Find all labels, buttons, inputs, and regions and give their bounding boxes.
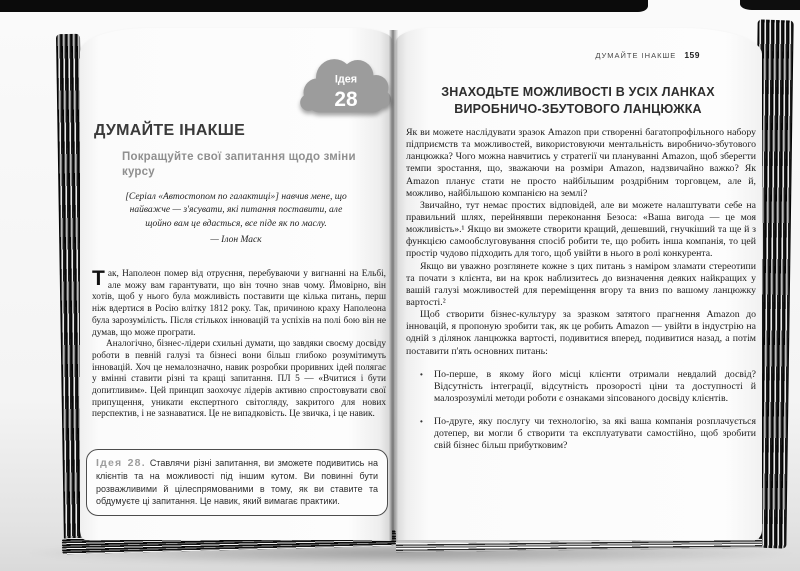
paragraph: Щоб створити бізнес-культуру за зразком затятого прагнення Amazon до інновацій, я пропоную зробити так, як це робить Amazon — увійти в індустрію на одній з ділянок ланцюжка вартості, подивитися вперед, подивитися назад, а потім поставити п'ять основних питань:	[406, 309, 756, 357]
right-page-body	[406, 127, 756, 453]
idea-summary-box	[86, 449, 388, 516]
left-page-body	[92, 269, 386, 421]
idea-box-text: Ставлячи різні запитання, ви зможете подивитись на клієнтів та на можливості під іншим кутом. Ви повинні бути розважливими й цілеспрямованими в тому, як ви ставите та обдумуєте ці запитання. Це навик, який вимагає практики.	[96, 458, 378, 507]
paragraph: Аналогічно, бізнес-лідери схильні думати, що завдяки своєму досвіду роботи в певній галузі та бізнесі вони більш глибоко розумітимуть інновацій. Хоч це немалозначно, навик розробки проривних ідей полягає у вмінні ставити різні та кращі запитання. ПЛ 5 — «Вчитися і бути допитливим». Цей принцип заохочує лідерів активно спростовувати свої припущення, уникати експертного світогляду, закритого для нових перспектив, і не зазнаватися. Це не випадковість. Це звичка, і це навик.	[92, 339, 386, 420]
backdrop-top-band	[0, 0, 648, 12]
epigraph-attribution: — Ілон Маск	[210, 234, 262, 245]
bullet-text: По-перше, в якому його місці клієнти отримали невдалий досвід? Відсутність інтеграції, відсутність прозорості ціни та доступності й малозрозумілі методи роботи є ознаками зіпсованого досвіду клієнтів.	[434, 368, 756, 404]
paragraph: Якщо ви уважно розглянете кожне з цих питань з наміром зламати стереотипи та почати з клієнта, ви на крок наблизитесь до визначення деяких найкращих у вашій галузі можливостей для переміщення вгору та вниз по вашому ланцюжку вартості.²	[406, 260, 756, 308]
bullet-text: По-друге, яку послугу чи технологію, за які ваша компанія розплачується дотепер, ви могли б створити та експлуатувати самостійно, щоб зробити свій бізнес більш прибутковим?	[434, 416, 756, 452]
paragraph-text: ак, Наполеон помер від отруєння, перебуваючи у вигнанні на Ельбі, але можу вам гарантувати, що він точно знав чому. Ймовірно, він хотів, щоб у нього була можливість поставити ще кілька питань, перш ніж вдертися в Росію влітку 1812 року. Так, причиною краху Наполеона була зарозумілість. Після стількох інновацій та успіхів на полі бою він не думав, що може програти.	[92, 269, 386, 338]
section-heading-line2: ВИРОБНИЧО-ЗБУТОВОГО ЛАНЦЮЖКА	[454, 101, 702, 116]
bullet-icon: •	[420, 369, 423, 379]
idea-badge-number: 28	[334, 87, 358, 111]
left-page	[80, 28, 392, 540]
paragraph: Звичайно, тут немає простих відповідей, але ви можете налаштувати себе на правильний шлях, перейнявши переконання Безоса: «Ваша вигода — це моя можливість».¹ Якщо ви зможете створити кращий, дешевший, гнучкіший та ще й з функцією самообслуговування спосіб робити те, що робить інша компанія, то цей простір чудово підходить для того, щоб увійти в нього в ролі конкурента.	[406, 199, 756, 260]
cloud-icon	[296, 44, 396, 126]
book-gutter-shadow	[389, 30, 398, 542]
idea-badge	[296, 44, 396, 126]
right-page	[396, 28, 762, 540]
list-item	[406, 369, 756, 405]
paragraph: Як ви можете наслідувати зразок Amazon при створенні багатопрофільного набору підприємств та можливостей, використовуючи ментальність виробничо-збутового ланцюжка? Чого можна навчитись у стратегії чи плануванні Amazon, щоб зберегти темпи зростання, що, зважаючи на розміри Amazon, надзвичайно важко? Як Amazon планує стати не просто найбільшим роздрібним торговцем, але й, можливо, найбільшою компанією на землі?	[406, 127, 756, 199]
epigraph	[120, 191, 352, 247]
idea-box-label: Ідея 28.	[96, 457, 146, 469]
paragraph	[92, 269, 386, 339]
running-header	[595, 50, 700, 60]
section-heading-line1: ЗНАХОДЬТЕ МОЖЛИВОСТІ В УСІХ ЛАНКАХ	[441, 85, 715, 99]
section-heading	[410, 84, 746, 117]
epigraph-text: [Серіал «Автостопом по галактиці»] навчив мене, що найважче — з'ясувати, які питання поставити, але щойно вам це вдасться, все піде як по маслу.	[125, 192, 347, 229]
backdrop-top-right-band	[740, 0, 800, 10]
list-item	[406, 416, 756, 452]
idea-badge-label: Ідея	[334, 73, 358, 86]
running-header-title: ДУМАЙТЕ ІНАКШЕ	[595, 51, 677, 60]
chapter-subtitle: Покращуйте свої запитання щодо зміни курсу	[122, 151, 356, 178]
page-number: 159	[684, 50, 700, 60]
chapter-title: ДУМАЙТЕ ІНАКШЕ	[94, 122, 246, 139]
bullet-icon: •	[420, 417, 423, 427]
drop-cap: Т	[92, 267, 105, 290]
